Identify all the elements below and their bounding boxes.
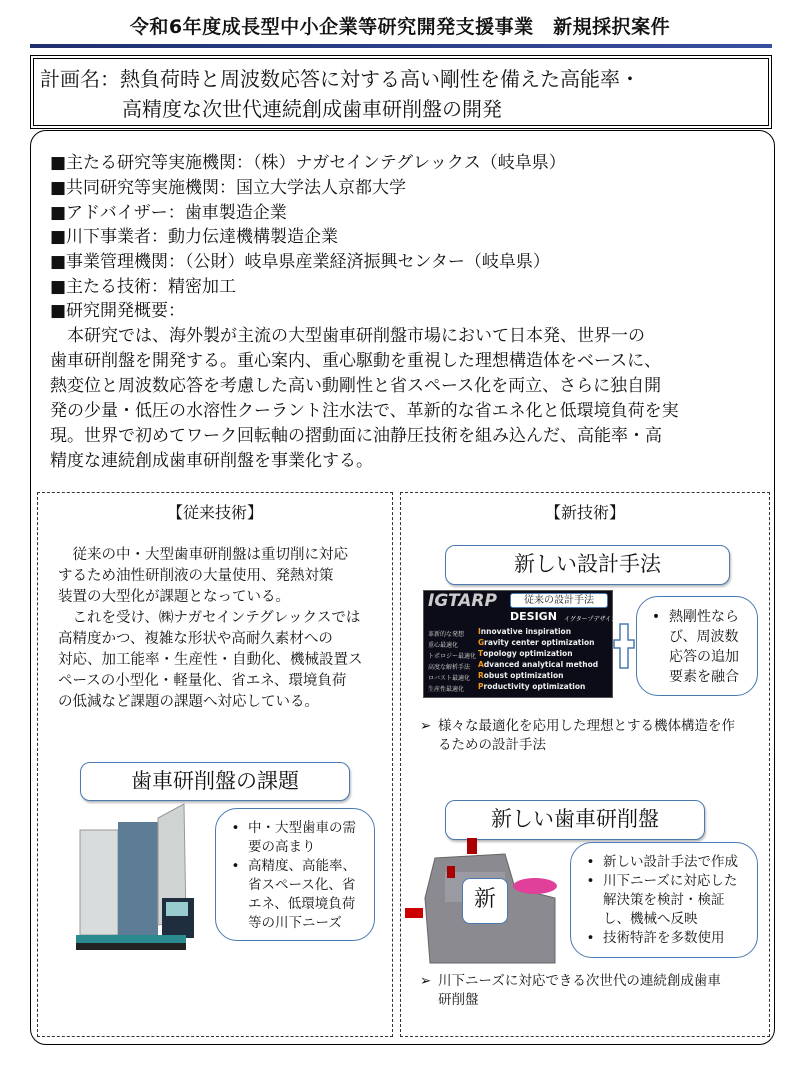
- design-row-jp: 重心最適化: [428, 642, 459, 649]
- design-row-en: Innovative inspiration: [478, 627, 572, 636]
- design-row-jp: トポロジー最適化: [428, 653, 477, 660]
- conventional-design-label: 従来の設計手法: [510, 593, 608, 608]
- page-title: 令和6年度成長型中小企業等研究開発支援事業 新規採択案件: [129, 16, 671, 38]
- design-method-title-box: 新しい設計手法: [445, 545, 730, 585]
- overview-line: 精度な連続創成歯車研削盤を事業化する。: [50, 451, 373, 471]
- design-row-en: Productivity optimization: [478, 682, 586, 691]
- igtarp-design-image: [423, 590, 618, 698]
- conventional-text-line: の低減など課題の課題へ対応している。: [58, 694, 319, 710]
- new-machine-note: ➢ 川下ニーズに対応できる次世代の連続創成歯車研削盤: [420, 973, 721, 1008]
- new-machine-title-box: 新しい歯車研削盤: [445, 800, 705, 840]
- design-row-en: Gravity center optimization: [478, 638, 595, 647]
- conventional-text-line: これを受け、㈱ナガセインテグレックスでは: [58, 610, 361, 626]
- design-row-jp: 高度な解析手法: [428, 664, 471, 671]
- issue-bullet: • 中・大型歯車の需要の高まり: [248, 819, 366, 857]
- plan-name-box: [30, 55, 772, 129]
- info-joint-org: ■共同研究等実施機関：国立大学法人京都大学: [50, 178, 407, 198]
- title-rule: [30, 44, 772, 48]
- new-machine-bullet: • 技術特許を多数使用: [603, 929, 749, 948]
- plan-name-line1: 計画名：熱負荷時と周波数応答に対する高い剛性を備えた高能率・: [40, 67, 640, 91]
- info-advisor: ■アドバイザー：歯車製造企業: [50, 203, 287, 223]
- conventional-machine-image: [72, 800, 197, 952]
- design-row-jp: ロバスト最適化: [428, 675, 471, 682]
- info-manager: ■事業管理機関：（公財）岐阜県産業経済振興センター（岐阜県）: [50, 252, 550, 272]
- new-badge: 新: [462, 878, 508, 924]
- conventional-heading: 【従来技術】: [166, 503, 263, 522]
- issue-title-box: 歯車研削盤の課題: [80, 762, 350, 801]
- new-machine-bullet: • 新しい設計手法で作成: [603, 853, 749, 872]
- info-main-org: ■主たる研究等実施機関：（株）ナガセインテグレックス（岐阜県）: [50, 153, 566, 173]
- conventional-text-line: 高精度かつ、複雑な形状や高耐久素材への: [58, 631, 333, 647]
- design-logo-word: DESIGN: [510, 610, 557, 623]
- new-machine-bubble: [570, 842, 758, 958]
- design-row-jp: 革新的な発想: [428, 631, 465, 638]
- conventional-text-line: 装置の大型化が課題となっている。: [58, 589, 290, 605]
- design-row-en: Topology optimization: [478, 649, 573, 658]
- overview-line: 熱変位と周波数応答を考慮した高い動剛性と省スペース化を両立、さらに独自開: [50, 376, 662, 396]
- plus-bubble-text: • 熱剛性ならび、周波数応答の追加要素を融合: [669, 607, 749, 687]
- overview-line: 本研究では、海外製が主流の大型歯車研削盤市場において日本発、世界一の: [50, 326, 645, 346]
- overview-line: 発の少量・低圧の水溶性クーラント注水法で、革新的な省エネ化と低環境負荷を実: [50, 401, 679, 421]
- info-overview-label: ■研究開発概要：: [50, 301, 186, 321]
- issue-bullet: • 高精度、高能率、省スペース化、省エネ、低環境負荷等の川下ニーズ: [248, 857, 366, 933]
- new-tech-heading: 【新技術】: [544, 503, 625, 522]
- info-technology: ■主たる技術：精密加工: [50, 277, 237, 297]
- plus-bubble: [636, 596, 758, 696]
- arrow-bullet-icon: ➢: [420, 973, 432, 989]
- conventional-text-line: 従来の中・大型歯車研削盤は重切削に対応: [58, 547, 348, 563]
- design-logo: IGTARP: [428, 591, 497, 611]
- design-row-en: Robust optimization: [478, 671, 564, 680]
- issue-bullet-bubble: [215, 808, 375, 941]
- conventional-text-line: 対応、加工能率・生産性・自動化、機械設置ス: [58, 652, 363, 668]
- overview-line: 歯車研削盤を開発する。重心案内、重心駆動を重視した理想構造体をベースに、: [50, 351, 662, 371]
- new-machine-bullet: • 川下ニーズに対応した解決策を検討・検証し、機械へ反映: [603, 872, 749, 929]
- conventional-text-line: するため油性研削液の大量使用、発熱対策: [58, 568, 334, 584]
- overview-line: 現。世界で初めてワーク回転軸の摺動面に油静圧技術を組み込んだ、高能率・高: [50, 426, 662, 446]
- plus-icon: [612, 622, 636, 670]
- design-method-note: ➢ 様々な最適化を応用した理想とする機体構造を作るための設計手法: [420, 718, 735, 753]
- info-downstream: ■川下事業者：動力伝達機構製造企業: [50, 227, 339, 247]
- design-row-jp: 生産性最適化: [428, 686, 465, 693]
- design-logo-kana: イグタープデザイン: [564, 616, 618, 623]
- design-row-en: Advanced analytical method: [478, 660, 599, 669]
- conventional-text-line: ペースの小型化・軽量化、省エネ、環境負荷: [58, 673, 347, 689]
- plan-name-line2: 高精度な次世代連続創成歯車研削盤の開発: [122, 97, 502, 121]
- arrow-bullet-icon: ➢: [420, 718, 432, 734]
